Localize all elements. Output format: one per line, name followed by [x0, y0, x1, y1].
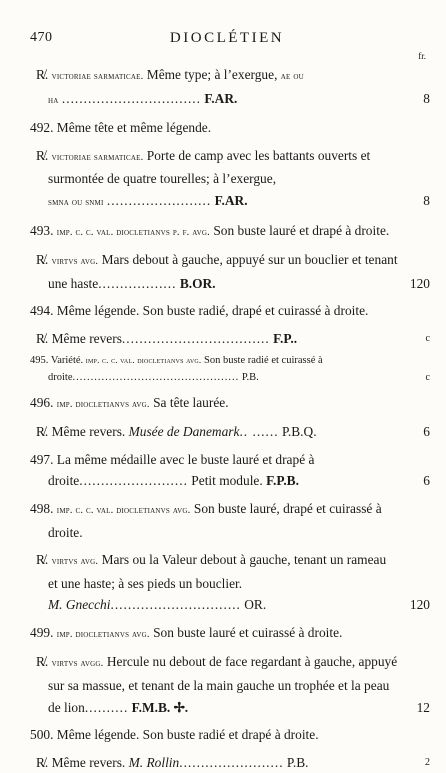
- entry-number: 498.: [30, 500, 54, 516]
- description: Même légende. Son buste radié, drapé et cuirassé à droite.: [56, 303, 369, 319]
- entry-number: 496.: [30, 394, 54, 410]
- reverse-symbol: R̸.: [36, 67, 49, 82]
- entry-number: 494.: [30, 303, 54, 319]
- obverse-entry: [0, 498, 446, 543]
- page-number: 470: [30, 30, 53, 45]
- metal-marks: F.P.B.: [266, 473, 299, 489]
- description: Même revers.: [51, 424, 126, 440]
- obverse-entry: [0, 117, 446, 139]
- reverse-entry: [0, 651, 446, 718]
- legend: victoriae sarmaticae.: [51, 151, 144, 163]
- leader-dots: ................................: [61, 90, 201, 106]
- metal-marks: P.B.: [286, 754, 309, 770]
- running-title: DIOCLÉTIEN: [169, 30, 285, 46]
- obverse-entry: [0, 449, 446, 492]
- rarity-value: c: [425, 371, 430, 383]
- entry-number: 493.: [30, 222, 54, 238]
- leader-dots: ..............................................: [72, 371, 240, 383]
- legend: virtvs avgg.: [51, 658, 104, 670]
- leader-dots: ........................: [106, 192, 212, 208]
- leader-dots: .........................: [79, 473, 188, 489]
- module-note: Petit module.: [191, 473, 263, 489]
- rarity-value: c: [425, 332, 430, 344]
- reverse-entry: [0, 249, 446, 294]
- description: Mars debout à gauche, appuyé sur un bouclier et tenant une haste: [48, 252, 398, 291]
- leader-dots: .. ......: [239, 424, 279, 440]
- entry-number: 500.: [30, 727, 54, 743]
- rarity-value: 120: [409, 275, 430, 291]
- description: Même revers.: [51, 754, 126, 770]
- description: Même légende. Son buste radié et drapé à droite.: [56, 727, 319, 743]
- obverse-entry: [0, 724, 446, 746]
- leader-dots: ..................: [98, 275, 177, 291]
- description: Porte de camp avec les battants ouverts et surmontée de quatre tourelles; à l’exergue,: [48, 147, 371, 187]
- legend-extra: aϵ ou: [280, 71, 304, 82]
- catalogue-body: [0, 64, 446, 773]
- rarity-value: 12: [416, 699, 430, 715]
- entry-number: 495.: [30, 354, 49, 366]
- obverse-entry: [0, 220, 446, 244]
- description: Hercule nu debout de face regardant à gauche, appuyé sur sa massue, et tenant de la main gauche un trophée et la peau de lion: [48, 654, 398, 715]
- description: Son buste lauré et cuirassé à droite.: [153, 624, 343, 640]
- variant-entry: [0, 352, 446, 386]
- rarity-value: 120: [409, 597, 430, 613]
- leader-dots: ..............................: [110, 597, 241, 613]
- metal-marks: F.AR.: [204, 90, 238, 106]
- description: Son buste lauré et drapé à droite.: [213, 222, 390, 238]
- legend: imp. c. c. val. diocletianvs p. f. avg.: [56, 226, 210, 238]
- variant-lead: Variété.: [50, 354, 84, 366]
- reverse-entry: [0, 145, 446, 214]
- reverse-symbol: R̸.: [36, 552, 49, 568]
- rarity-value: 2: [425, 756, 430, 768]
- entry-number: 492.: [30, 120, 54, 136]
- metal-marks: P.B.Q.: [281, 424, 317, 440]
- reverse-symbol: R̸.: [36, 754, 49, 770]
- description: Même tête et même légende.: [56, 120, 212, 136]
- rarity-unit-label: fr.: [418, 51, 426, 61]
- reverse-entry: [0, 549, 446, 616]
- legend: victoriae sarmaticae.: [51, 71, 144, 82]
- description: Sa tête laurée.: [153, 394, 229, 410]
- reverse-symbol: R̸.: [36, 147, 49, 163]
- description: Même revers: [51, 330, 122, 346]
- leader-dots: ..........: [84, 699, 129, 715]
- collection-name: Musée de Danemark: [128, 424, 240, 440]
- obverse-entry: [0, 622, 446, 646]
- metal-marks: B.OR.: [179, 275, 216, 291]
- reverse-entry: [0, 421, 446, 443]
- description: Mars ou la Valeur debout à gauche, tenant un rameau et une haste; à ses pieds un bouclier.: [48, 552, 387, 591]
- collection-name: M. Rollin: [128, 754, 180, 770]
- leader-dots: ..................................: [121, 330, 270, 346]
- metal-marks: P.B.: [241, 371, 259, 383]
- reverse-symbol: R̸.: [36, 330, 49, 346]
- collection-name: M. Gnecchi: [48, 597, 111, 613]
- description: Même type; à l’exergue,: [146, 67, 281, 82]
- reverse-symbol: R̸.: [36, 424, 49, 440]
- exergue-mark: smna ou snmi: [48, 196, 104, 208]
- metal-marks: F.M.B. ✢.: [131, 699, 189, 715]
- description: Son buste lauré, drapé et cuirassé à droite.: [48, 500, 382, 540]
- rarity-value: 8: [423, 90, 430, 106]
- entry-number: 499.: [30, 624, 54, 640]
- rarity-value: 6: [423, 424, 430, 440]
- description: Son buste radié et cuirassé à droite: [48, 354, 323, 383]
- rarity-value: 8: [423, 192, 430, 208]
- reverse-symbol: R̸.: [36, 252, 49, 268]
- obverse-entry: [0, 300, 446, 322]
- legend: virtvs avg.: [51, 556, 99, 568]
- metal-marks: OR.: [244, 597, 267, 613]
- legend: imp. c. c. val. diocletianvs avg.: [85, 354, 202, 365]
- legend: imp. diocletianvs avg.: [56, 628, 150, 640]
- entry-number: 497.: [30, 451, 54, 467]
- legend: virtvs avg.: [51, 256, 99, 268]
- metal-marks: F.AR.: [214, 192, 248, 208]
- exergue-mark: ha: [48, 94, 59, 106]
- description: La même médaille avec le buste lauré et drapé à droite: [48, 451, 315, 489]
- metal-marks: F.P..: [273, 330, 298, 346]
- reverse-entry: [0, 752, 446, 773]
- legend: imp. c. c. val. diocletianvs avg.: [56, 504, 191, 516]
- reverse-symbol: R̸.: [36, 654, 49, 670]
- reverse-entry: [0, 328, 446, 350]
- leader-dots: ........................: [179, 754, 284, 770]
- rarity-value: 6: [423, 473, 430, 489]
- page-header: [30, 30, 426, 61]
- reverse-entry: [0, 64, 446, 111]
- obverse-entry: [0, 392, 446, 416]
- legend: imp. diocletianvs avg.: [56, 398, 150, 410]
